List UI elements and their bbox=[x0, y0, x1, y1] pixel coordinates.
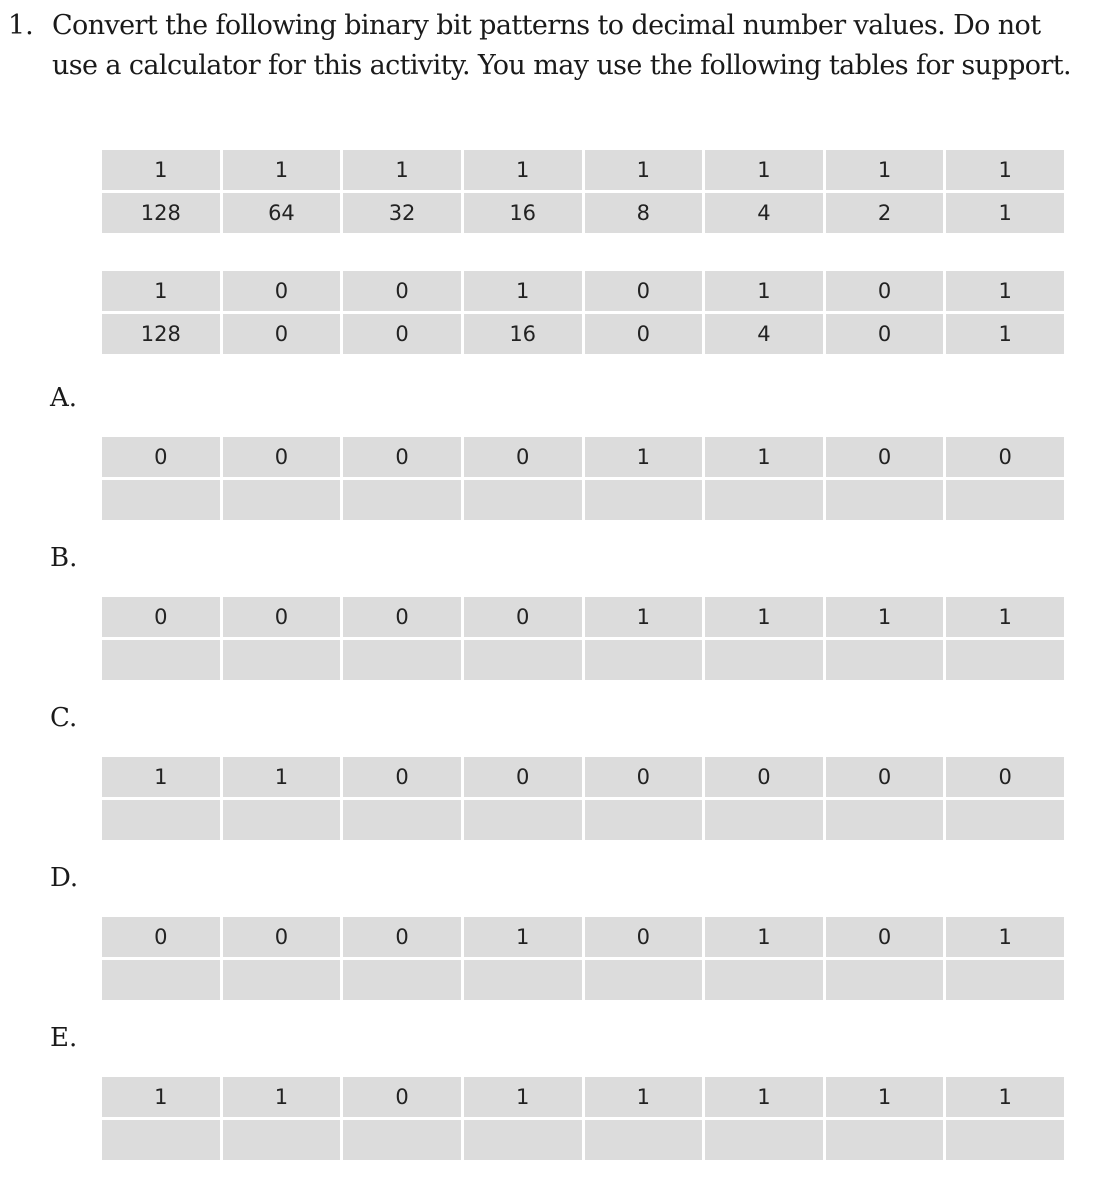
answer-cell[interactable] bbox=[223, 1120, 341, 1160]
bit-row bbox=[102, 271, 1064, 311]
bit-row bbox=[102, 150, 1064, 190]
bit-cell: 0 bbox=[826, 437, 944, 477]
value-cell: 0 bbox=[585, 314, 703, 354]
answer-row bbox=[102, 640, 1064, 680]
bit-cell: 0 bbox=[223, 597, 341, 637]
answer-cell[interactable] bbox=[343, 640, 461, 680]
answer-cell[interactable] bbox=[705, 960, 823, 1000]
bit-row bbox=[102, 757, 1064, 797]
bit-cell: 1 bbox=[705, 150, 823, 190]
bit-cell: 1 bbox=[946, 1077, 1064, 1117]
answer-cell[interactable] bbox=[826, 960, 944, 1000]
bit-cell: 0 bbox=[946, 757, 1064, 797]
bit-cell: 0 bbox=[464, 597, 582, 637]
answer-cell[interactable] bbox=[585, 1120, 703, 1160]
answer-cell[interactable] bbox=[946, 800, 1064, 840]
value-cell: 0 bbox=[343, 314, 461, 354]
bit-cell: 1 bbox=[585, 1077, 703, 1117]
part-label-e: E. bbox=[50, 1023, 78, 1053]
bit-cell: 0 bbox=[946, 437, 1064, 477]
answer-cell[interactable] bbox=[705, 800, 823, 840]
bit-cell: 0 bbox=[826, 271, 944, 311]
bit-cell: 1 bbox=[705, 597, 823, 637]
answer-cell[interactable] bbox=[223, 480, 341, 520]
answer-cell[interactable] bbox=[585, 800, 703, 840]
bit-cell: 1 bbox=[705, 271, 823, 311]
bit-cell: 1 bbox=[585, 597, 703, 637]
bit-cell: 0 bbox=[343, 597, 461, 637]
answer-cell[interactable] bbox=[946, 960, 1064, 1000]
value-cell: 4 bbox=[705, 193, 823, 233]
answer-cell[interactable] bbox=[223, 640, 341, 680]
answer-cell[interactable] bbox=[343, 800, 461, 840]
value-cell: 128 bbox=[102, 314, 220, 354]
reference-table-2 bbox=[99, 268, 1067, 357]
bit-cell: 1 bbox=[946, 597, 1064, 637]
answer-cell[interactable] bbox=[705, 640, 823, 680]
answer-cell[interactable] bbox=[826, 480, 944, 520]
answer-cell[interactable] bbox=[102, 960, 220, 1000]
part-label-b: B. bbox=[50, 543, 78, 573]
bit-row bbox=[102, 597, 1064, 637]
bit-cell: 1 bbox=[585, 437, 703, 477]
bit-cell: 1 bbox=[826, 150, 944, 190]
answer-cell[interactable] bbox=[585, 640, 703, 680]
bit-cell: 1 bbox=[464, 271, 582, 311]
bit-cell: 0 bbox=[585, 271, 703, 311]
part-b-table bbox=[99, 594, 1067, 683]
bit-cell: 1 bbox=[464, 1077, 582, 1117]
answer-cell[interactable] bbox=[826, 640, 944, 680]
bit-cell: 1 bbox=[102, 150, 220, 190]
answer-cell[interactable] bbox=[585, 960, 703, 1000]
part-a-table bbox=[99, 434, 1067, 523]
answer-cell[interactable] bbox=[343, 960, 461, 1000]
bit-cell: 1 bbox=[464, 917, 582, 957]
bit-cell: 0 bbox=[585, 757, 703, 797]
bit-cell: 1 bbox=[826, 1077, 944, 1117]
bit-cell: 1 bbox=[826, 597, 944, 637]
bit-cell: 0 bbox=[343, 1077, 461, 1117]
answer-cell[interactable] bbox=[826, 1120, 944, 1160]
answer-cell[interactable] bbox=[946, 1120, 1064, 1160]
answer-cell[interactable] bbox=[946, 640, 1064, 680]
answer-cell[interactable] bbox=[464, 800, 582, 840]
value-cell: 0 bbox=[223, 314, 341, 354]
bit-cell: 0 bbox=[343, 271, 461, 311]
bit-cell: 1 bbox=[102, 757, 220, 797]
bit-cell: 0 bbox=[223, 917, 341, 957]
value-cell: 16 bbox=[464, 193, 582, 233]
bit-cell: 1 bbox=[705, 1077, 823, 1117]
bit-cell: 1 bbox=[223, 150, 341, 190]
bit-cell: 0 bbox=[343, 917, 461, 957]
part-e-table bbox=[99, 1074, 1067, 1163]
bit-cell: 1 bbox=[946, 271, 1064, 311]
reference-table-1 bbox=[99, 147, 1067, 236]
answer-cell[interactable] bbox=[585, 480, 703, 520]
value-cell: 128 bbox=[102, 193, 220, 233]
bit-cell: 1 bbox=[102, 1077, 220, 1117]
value-row bbox=[102, 314, 1064, 354]
answer-row bbox=[102, 1120, 1064, 1160]
bit-cell: 1 bbox=[946, 917, 1064, 957]
bit-cell: 1 bbox=[464, 150, 582, 190]
bit-cell: 0 bbox=[705, 757, 823, 797]
value-cell: 4 bbox=[705, 314, 823, 354]
answer-row bbox=[102, 480, 1064, 520]
value-cell: 2 bbox=[826, 193, 944, 233]
answer-cell[interactable] bbox=[343, 480, 461, 520]
bit-cell: 0 bbox=[464, 437, 582, 477]
part-label-c: C. bbox=[50, 703, 78, 733]
answer-cell[interactable] bbox=[343, 1120, 461, 1160]
bit-cell: 1 bbox=[102, 271, 220, 311]
value-cell: 8 bbox=[585, 193, 703, 233]
bit-cell: 1 bbox=[705, 437, 823, 477]
bit-cell: 0 bbox=[343, 437, 461, 477]
answer-cell[interactable] bbox=[464, 480, 582, 520]
bit-cell: 1 bbox=[705, 917, 823, 957]
answer-cell[interactable] bbox=[946, 480, 1064, 520]
answer-cell[interactable] bbox=[826, 800, 944, 840]
bit-cell: 1 bbox=[223, 1077, 341, 1117]
value-cell: 16 bbox=[464, 314, 582, 354]
value-cell: 32 bbox=[343, 193, 461, 233]
value-cell: 64 bbox=[223, 193, 341, 233]
question-text: Convert the following binary bit patterns to decimal number values. Do not use a calculator for this activity. You may use the following tables for support. bbox=[52, 10, 1071, 81]
bit-row bbox=[102, 1077, 1064, 1117]
part-label-d: D. bbox=[50, 863, 79, 893]
bit-cell: 1 bbox=[585, 150, 703, 190]
answer-cell[interactable] bbox=[223, 960, 341, 1000]
bit-row bbox=[102, 917, 1064, 957]
bit-row bbox=[102, 437, 1064, 477]
bit-cell: 0 bbox=[102, 917, 220, 957]
value-cell: 1 bbox=[946, 193, 1064, 233]
answer-row bbox=[102, 800, 1064, 840]
answer-cell[interactable] bbox=[102, 480, 220, 520]
bit-cell: 1 bbox=[223, 757, 341, 797]
answer-cell[interactable] bbox=[464, 1120, 582, 1160]
bit-cell: 0 bbox=[826, 757, 944, 797]
bit-cell: 1 bbox=[343, 150, 461, 190]
answer-cell[interactable] bbox=[464, 640, 582, 680]
answer-cell[interactable] bbox=[102, 800, 220, 840]
bit-cell: 0 bbox=[102, 437, 220, 477]
answer-cell[interactable] bbox=[102, 640, 220, 680]
answer-cell[interactable] bbox=[705, 480, 823, 520]
value-row bbox=[102, 193, 1064, 233]
bit-cell: 1 bbox=[946, 150, 1064, 190]
part-d-table bbox=[99, 914, 1067, 1003]
value-cell: 1 bbox=[946, 314, 1064, 354]
bit-cell: 0 bbox=[102, 597, 220, 637]
bit-cell: 0 bbox=[464, 757, 582, 797]
answer-cell[interactable] bbox=[223, 800, 341, 840]
bit-cell: 0 bbox=[223, 437, 341, 477]
bit-cell: 0 bbox=[223, 271, 341, 311]
answer-cell[interactable] bbox=[464, 960, 582, 1000]
part-label-a: A. bbox=[50, 383, 78, 413]
answer-cell[interactable] bbox=[705, 1120, 823, 1160]
bit-cell: 0 bbox=[826, 917, 944, 957]
question-number: 1. bbox=[8, 10, 34, 41]
answer-row bbox=[102, 960, 1064, 1000]
bit-cell: 0 bbox=[343, 757, 461, 797]
bit-cell: 0 bbox=[585, 917, 703, 957]
part-c-table bbox=[99, 754, 1067, 843]
answer-cell[interactable] bbox=[102, 1120, 220, 1160]
value-cell: 0 bbox=[826, 314, 944, 354]
